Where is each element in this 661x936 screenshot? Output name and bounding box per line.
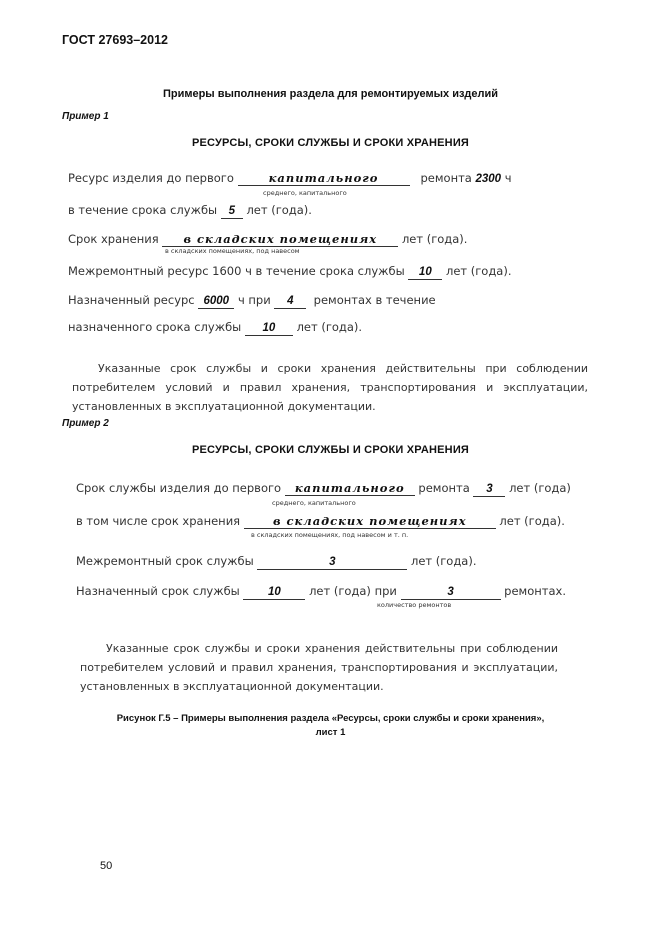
ex1-l5-pre: Назначенный ресурс: [68, 293, 195, 307]
document-code: ГОСТ 27693–2012: [62, 33, 168, 47]
section-title: Примеры выполнения раздела для ремонтируемых изделий: [162, 88, 499, 100]
ex2-l2-sub: в складских помещениях, под навесом и т. п.: [251, 531, 409, 539]
ex1-l6-pre: назначенного срока службы: [68, 320, 242, 334]
ex2-l1-mid: ремонта: [418, 481, 470, 495]
ex1-note-line1: Указанные срок службы и сроки хранения действительны при соблюдении: [98, 362, 588, 375]
ex1-line6: [68, 320, 362, 336]
example-2-title: РЕСУРСЫ, СРОКИ СЛУЖБЫ И СРОКИ ХРАНЕНИЯ: [191, 444, 470, 456]
ex1-l3-sub: в складских помещениях, под навесом: [165, 247, 300, 255]
example-1-label: Пример 1: [62, 111, 109, 122]
figure-caption: [0, 712, 661, 740]
ex2-line4: [76, 584, 566, 600]
ex2-note-line3: установленных в эксплуатационной документации.: [80, 680, 384, 693]
ex2-line2: [76, 514, 565, 529]
ex2-note: [80, 639, 558, 696]
ex1-l5-num2: 4: [274, 294, 306, 309]
ex1-l4-pre: Межремонтный ресурс 1600 ч в течение срока службы: [68, 264, 405, 278]
ex2-l2-pre: в том числе срок хранения: [76, 514, 241, 528]
caption-line2: лист 1: [315, 727, 346, 738]
ex2-line3: [76, 554, 476, 570]
ex1-note: [72, 359, 588, 416]
caption-line1: Рисунок Г.5 – Примеры выполнения раздела «Ресурсы, сроки службы и сроки хранения»,: [116, 713, 545, 724]
ex2-l1-post: лет (года): [509, 481, 571, 495]
ex2-l1-pre: Срок службы изделия до первого: [76, 481, 282, 495]
ex2-l4-sub: количество ремонтов: [377, 601, 452, 609]
ex2-l2-fill: в складских помещениях: [244, 514, 496, 529]
ex1-line1: [68, 171, 512, 186]
ex2-l3-post: лет (года).: [410, 554, 477, 568]
ex1-l2-num: 5: [221, 204, 243, 219]
ex1-l1-sub: среднего, капитального: [263, 189, 347, 197]
ex2-l2-post: лет (года).: [499, 514, 565, 528]
ex2-l4-mid: лет (года) при: [309, 584, 397, 598]
ex1-note-line3: установленных в эксплуатационной документации.: [72, 400, 376, 413]
ex1-l2-post: лет (года).: [246, 203, 312, 217]
ex2-l1-fill: капитального: [285, 481, 415, 496]
ex1-l3-fill: в складских помещениях: [162, 232, 398, 247]
ex2-l3-num: 3: [257, 555, 407, 570]
ex1-l5-num: 6000: [198, 294, 234, 309]
ex2-note-line1: Указанные срок службы и сроки хранения действительны при соблюдении: [106, 642, 558, 655]
ex2-note-line2: потребителем условий и правил хранения, транспортирования и эксплуатации,: [80, 661, 558, 674]
ex2-l4-num2: 3: [401, 585, 501, 600]
ex1-line3: [68, 232, 467, 247]
ex1-l1-pre: Ресурс изделия до первого: [68, 171, 234, 185]
ex1-l4-num: 10: [408, 265, 442, 280]
ex2-l4-num: 10: [243, 585, 305, 600]
ex1-l1-mid: ремонта: [420, 171, 472, 185]
ex1-line4: [68, 264, 511, 280]
ex2-line1: [76, 481, 571, 497]
ex1-l1-num: 2300: [475, 173, 502, 185]
ex2-l4-pre: Назначенный срок службы: [76, 584, 240, 598]
ex1-l5-post: ремонтах в течение: [313, 293, 436, 307]
ex1-l4-post: лет (года).: [445, 264, 512, 278]
ex1-line2: [68, 203, 312, 219]
ex1-l1-fill: капитального: [238, 171, 410, 186]
example-2-label: Пример 2: [62, 418, 109, 429]
ex2-l4-post: ремонтах.: [504, 584, 566, 598]
ex1-line5: [68, 293, 436, 309]
example-1-title: РЕСУРСЫ, СРОКИ СЛУЖБЫ И СРОКИ ХРАНЕНИЯ: [191, 137, 470, 149]
ex2-l3-pre: Межремонтный срок службы: [76, 554, 254, 568]
ex1-l5-unit: ч при: [237, 293, 271, 307]
ex1-note-line2: потребителем условий и правил хранения, транспортирования и эксплуатации,: [72, 381, 588, 394]
page-number: 50: [100, 860, 113, 872]
ex1-l6-num: 10: [245, 321, 293, 336]
ex2-l1-sub: среднего, капитального: [272, 499, 356, 507]
ex1-l6-post: лет (года).: [296, 320, 363, 334]
ex1-l1-unit: ч: [504, 171, 512, 185]
ex1-l3-pre: Срок хранения: [68, 232, 159, 246]
ex2-l1-num: 3: [473, 482, 505, 497]
ex1-l2-pre: в течение срока службы: [68, 203, 218, 217]
ex1-l3-post: лет (года).: [401, 232, 468, 246]
